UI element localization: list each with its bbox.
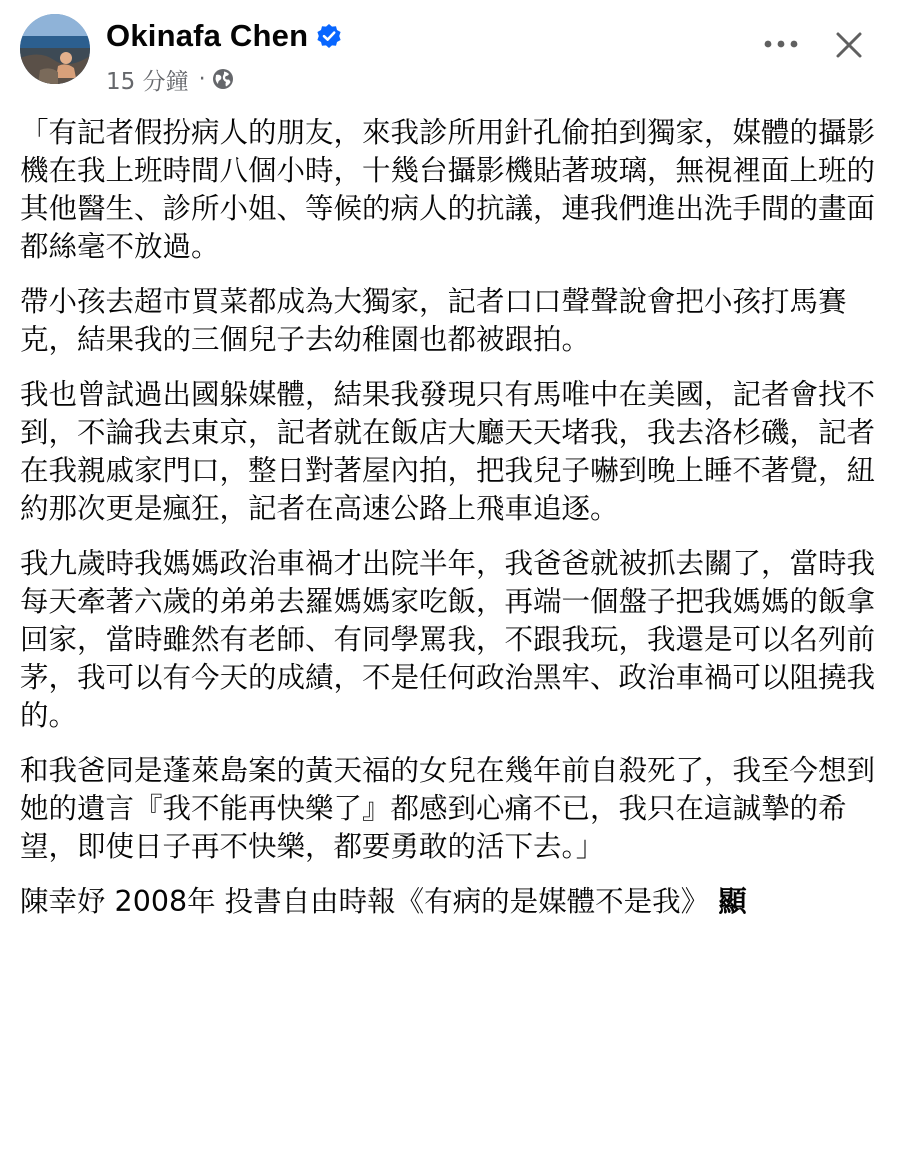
post-meta	[106, 62, 234, 96]
more-options-icon	[764, 40, 798, 48]
post-paragraph: 「有記者假扮病人的朋友，來我診所用針孔偷拍到獨家，媒體的攝影機在我上班時間八個小時，十幾台攝影機貼著玻璃，無視裡面上班的其他醫生、診所小姐、等候的病人的抗議，連我們進出洗手間的畫面都絲毫不放過。	[20, 116, 876, 263]
globe-icon[interactable]	[212, 68, 234, 90]
author-row	[106, 16, 342, 56]
post-header	[0, 0, 898, 110]
meta-separator: ·	[198, 66, 206, 92]
avatar-photo	[20, 14, 90, 84]
close-button[interactable]	[826, 22, 872, 68]
verified-badge-icon	[316, 23, 342, 49]
post-timestamp[interactable]: 15 分鐘	[106, 68, 189, 95]
more-options-button[interactable]	[758, 24, 804, 64]
close-icon	[835, 31, 863, 59]
post-source-line	[20, 883, 882, 921]
post-paragraph: 和我爸同是蓬萊島案的黃天福的女兒在幾年前自殺死了，我至今想到她的遺言『我不能再快樂了』都感到心痛不已，我只在這誠摯的希望，即使日子再不快樂，都要勇敢的活下去。」	[20, 754, 876, 863]
author-name[interactable]: Okinafa Chen	[106, 18, 309, 53]
source-citation: 陳幸妤 2008年 投書自由時報《有病的是媒體不是我》	[20, 885, 710, 918]
truncated-text: 顯	[718, 885, 747, 918]
post-paragraph: 我也曾試過出國躲媒體，結果我發現只有馬唯中在美國，記者會找不到，不論我去東京，記者就在飯店大廳天天堵我，我去洛杉磯，記者在我親戚家門口，整日對著屋內拍，把我兒子嚇到晚上睡不著覺，紐約那次更是瘋狂，記者在高速公路上飛車追逐。	[20, 378, 876, 525]
post-paragraph: 帶小孩去超市買菜都成為大獨家，記者口口聲聲說會把小孩打馬賽克，結果我的三個兒子去幼稚園也都被跟拍。	[20, 285, 847, 356]
author-avatar[interactable]	[20, 14, 90, 84]
post-body	[20, 114, 882, 921]
post-paragraph: 我九歲時我媽媽政治車禍才出院半年，我爸爸就被抓去關了，當時我每天牽著六歲的弟弟去羅媽媽家吃飯，再端一個盤子把我媽媽的飯拿回家，當時雖然有老師、有同學罵我，不跟我玩，我還是可以名列前茅，我可以有今天的成績，不是任何政治黑牢、政治車禍可以阻撓我的。	[20, 547, 876, 732]
